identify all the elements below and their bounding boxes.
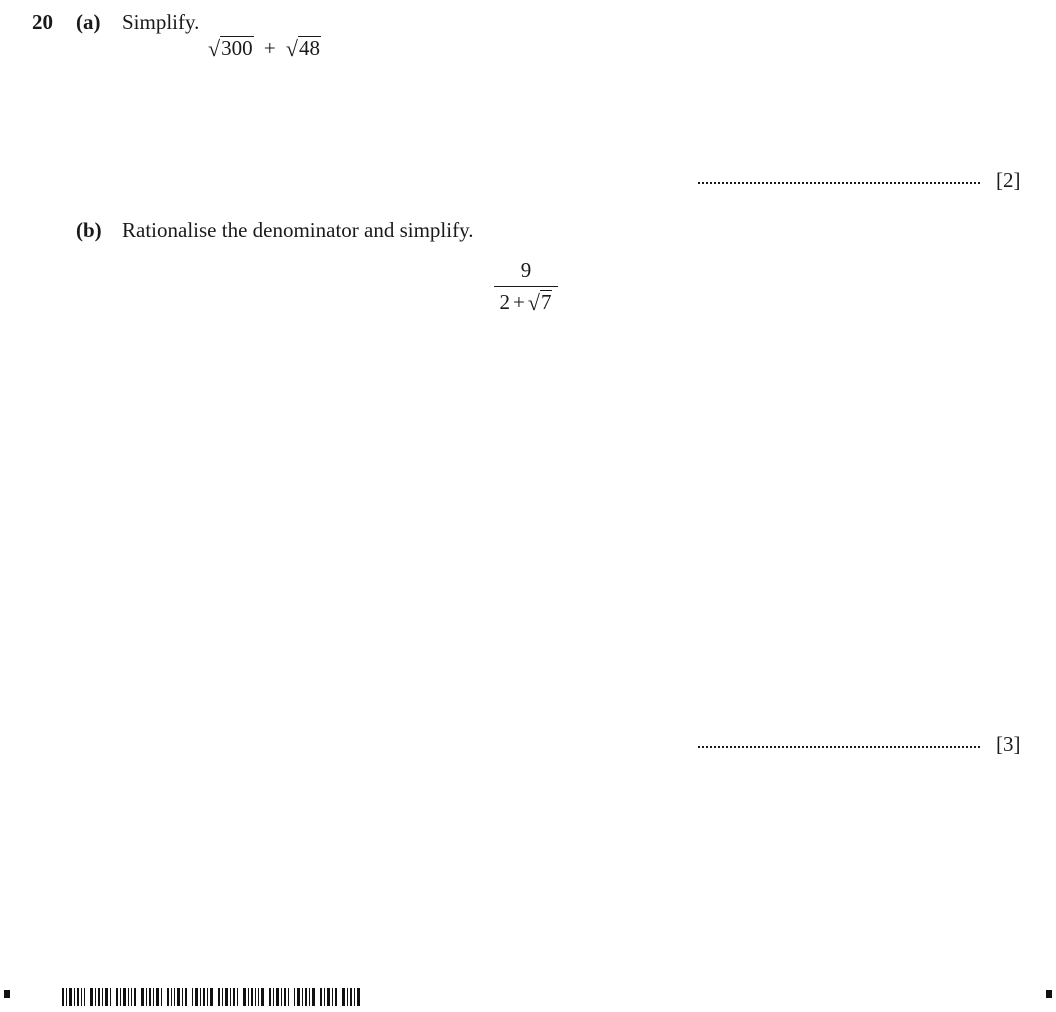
denominator-operator: + <box>513 290 525 314</box>
answer-dots[interactable] <box>698 176 980 184</box>
plus-operator: + <box>263 36 276 60</box>
part-b-answer-line[interactable] <box>698 732 1021 757</box>
radical-icon: √ <box>285 36 298 61</box>
fraction-numerator: 9 <box>520 258 532 282</box>
sqrt-48 <box>286 36 321 62</box>
corner-mark-icon <box>4 990 10 998</box>
part-b-label: (b) <box>76 218 102 242</box>
part-a-marks: [2] <box>996 168 1021 192</box>
part-a-expression <box>208 36 321 62</box>
fraction-denominator <box>494 287 558 316</box>
radicand-300: 300 <box>221 36 253 60</box>
sqrt-7 <box>528 290 553 316</box>
part-a-answer-line[interactable] <box>698 168 1021 193</box>
part-b-marks: [3] <box>996 732 1021 756</box>
radicand-7: 7 <box>540 290 552 314</box>
radicand-48: 48 <box>299 36 320 60</box>
corner-mark-icon <box>1046 990 1052 998</box>
part-b-instruction: Rationalise the denominator and simplify. <box>122 218 474 242</box>
radical-icon: √ <box>527 290 540 315</box>
radical-icon: √ <box>208 36 221 61</box>
sqrt-300 <box>208 36 254 62</box>
barcode-icon <box>62 988 424 1006</box>
part-a-label: (a) <box>76 10 101 34</box>
denominator-integer: 2 <box>499 290 511 314</box>
part-b-fraction <box>494 258 558 316</box>
question-number: 20 <box>32 10 53 34</box>
part-a-instruction: Simplify. <box>122 10 200 34</box>
answer-dots[interactable] <box>698 740 980 748</box>
